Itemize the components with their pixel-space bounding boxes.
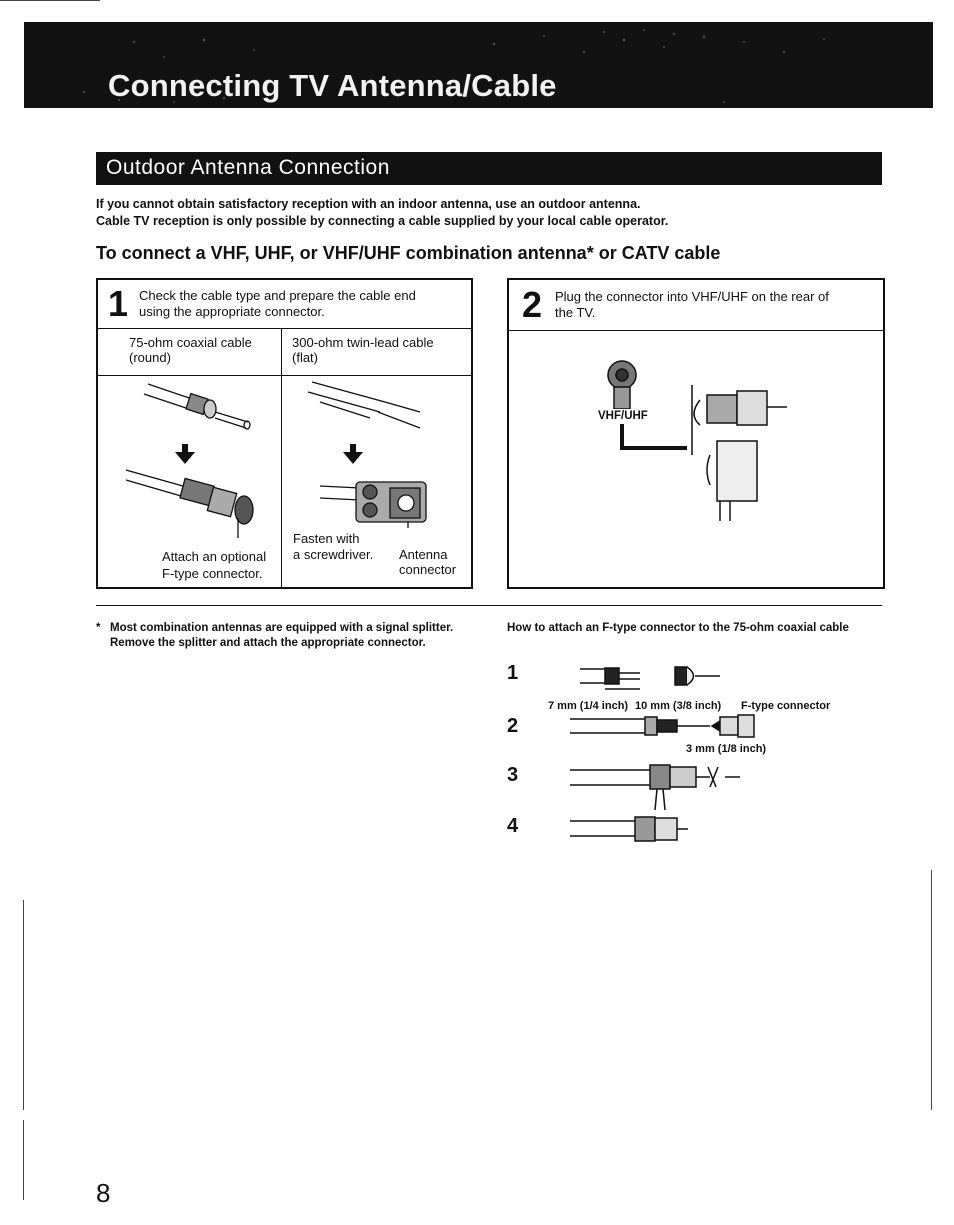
tv-rear-illustration bbox=[592, 355, 792, 525]
section-title: Outdoor Antenna Connection bbox=[106, 156, 390, 179]
ftype-step-4: 4 bbox=[507, 815, 519, 837]
ftype-step-1: 1 bbox=[507, 662, 519, 684]
page-title: Connecting TV Antenna/Cable bbox=[108, 68, 557, 103]
ftype-dim-1: 7 mm (1/4 inch) bbox=[548, 700, 629, 712]
step2-divider bbox=[507, 330, 885, 331]
intro-line-1: If you cannot obtain satisfactory reception with an indoor antenna, use an outdoor antenna. bbox=[96, 197, 641, 211]
footnote-rule bbox=[96, 605, 882, 606]
twinlead-caption-b-line2: connector bbox=[399, 562, 457, 577]
ftype-step-2: 2 bbox=[507, 715, 519, 737]
ftype-dim-2: 10 mm (3/8 inch) bbox=[635, 700, 722, 712]
twinlead-caption-b-line1: Antenna bbox=[399, 547, 448, 562]
twinlead-cable-illustration bbox=[290, 378, 470, 528]
twinlead-header-line2: (flat) bbox=[292, 350, 318, 365]
footnote-marker: * bbox=[96, 622, 101, 634]
step2-instruction-line1: Plug the connector into VHF/UHF on the rear of bbox=[555, 289, 829, 304]
margin-mark-left-lower bbox=[23, 1120, 24, 1200]
page-number: 8 bbox=[96, 1178, 111, 1208]
coax-header-line2: (round) bbox=[129, 350, 171, 365]
step1-number: 1 bbox=[108, 283, 129, 324]
margin-mark-left-upper bbox=[23, 900, 24, 1110]
vhf-uhf-jack-label: VHF/UHF bbox=[598, 410, 648, 422]
step2-number: 2 bbox=[522, 284, 543, 325]
step1-column-divider bbox=[281, 328, 282, 589]
coax-caption-line2: F-type connector. bbox=[162, 566, 263, 581]
twinlead-caption-a-line1: Fasten with bbox=[293, 531, 360, 546]
step1-instruction-line2: using the appropriate connector. bbox=[139, 304, 325, 319]
title-banner bbox=[24, 22, 933, 108]
ftype-dim-3: 3 mm (1/8 inch) bbox=[686, 743, 767, 755]
ftype-step-3: 3 bbox=[507, 764, 519, 786]
ftype-title: How to attach an F-type connector to the 75-ohm coaxial cable bbox=[507, 622, 849, 634]
procedure-heading: To connect a VHF, UHF, or VHF/UHF combination antenna* or CATV cable bbox=[96, 243, 721, 263]
footnote-line2: Remove the splitter and attach the appropriate connector. bbox=[110, 637, 426, 649]
margin-mark-top bbox=[0, 0, 100, 1]
twinlead-caption-a-line2: a screwdriver. bbox=[293, 547, 374, 562]
margin-mark-right bbox=[931, 870, 932, 1110]
footnote-line1: Most combination antennas are equipped with a signal splitter. bbox=[110, 622, 454, 634]
step1-divider bbox=[96, 328, 473, 329]
step2-instruction-line2: the TV. bbox=[555, 305, 596, 320]
coax-caption-line1: Attach an optional bbox=[162, 549, 267, 564]
twinlead-header-line1: 300-ohm twin-lead cable bbox=[292, 335, 434, 350]
down-arrow-icon bbox=[175, 444, 195, 464]
coax-header-line1: 75-ohm coaxial cable bbox=[129, 335, 252, 350]
step1-header-divider bbox=[96, 375, 473, 376]
step1-instruction-line1: Check the cable type and prepare the cable end bbox=[139, 288, 416, 303]
ftype-connector-label: F-type connector bbox=[741, 700, 831, 712]
down-arrow-icon bbox=[343, 444, 363, 464]
section-header bbox=[96, 152, 882, 185]
coax-cable-illustration bbox=[120, 378, 280, 538]
intro-line-2: Cable TV reception is only possible by connecting a cable supplied by your local cable operator. bbox=[96, 214, 669, 228]
